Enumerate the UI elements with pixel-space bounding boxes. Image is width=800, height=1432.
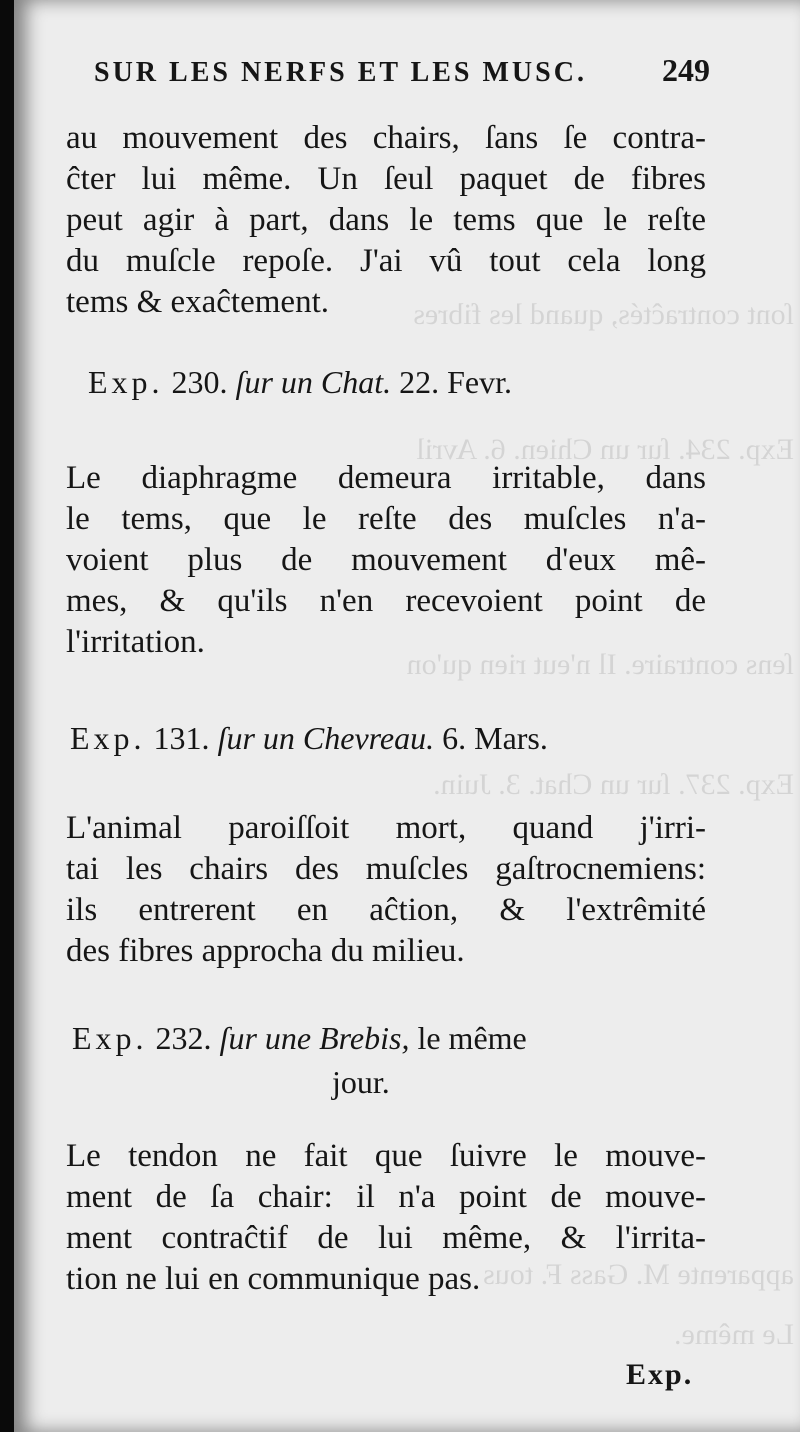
text-line: tion ne lui en communique pas. <box>66 1261 481 1297</box>
bleed-through-line: Le même. <box>674 1318 794 1351</box>
experiment-label: Exp. <box>88 364 164 400</box>
paragraph-2 <box>66 458 706 663</box>
experiment-subject: ſur un Chevreau. <box>217 720 435 756</box>
bleed-through-line: Exp. 237. ſur un Chat. 3. Juin. <box>433 768 794 801</box>
experiment-number: 230. <box>171 364 228 400</box>
bleed-through-line: ſens contraire. Il n'eut rien qu'on <box>406 648 794 681</box>
experiment-label: Exp. <box>72 1020 148 1056</box>
experiment-date: 6. Mars. <box>442 720 548 756</box>
text-line: au mouvement des chairs, ſans ſe contra- <box>66 120 706 156</box>
experiment-number: 131. <box>153 720 210 756</box>
text-line: des fibres approcha du milieu. <box>66 933 465 969</box>
text-line: l'irritation. <box>66 624 205 660</box>
text-line: le tems, que le reſte des muſcles n'a- <box>66 501 706 537</box>
bleed-through-line: apparente M. Gass F. tous <box>483 1258 794 1291</box>
text-line: ils entrerent en aĉtion, & l'extrêmité <box>66 892 706 928</box>
text-line: tems & exaĉtement. <box>66 284 329 320</box>
experiment-subject: ſur un Chat. <box>235 364 392 400</box>
experiment-heading-232 <box>72 1018 712 1058</box>
experiment-subject: ſur une Brebis, <box>219 1020 410 1056</box>
paragraph-1 <box>66 118 706 323</box>
paragraph-3 <box>66 808 706 972</box>
text-line: du muſcle repoſe. J'ai vû tout cela long <box>66 243 706 279</box>
text-line: ment de ſa chair: il n'a point de mouve- <box>66 1179 706 1215</box>
running-head <box>94 52 710 89</box>
experiment-date-continued: jour. <box>332 1064 390 1100</box>
text-line: ĉter lui même. Un ſeul paquet de fibres <box>66 161 706 197</box>
experiment-label: Exp. <box>70 720 146 756</box>
paragraph-4 <box>66 1136 706 1300</box>
text-line: ment contraĉtif de lui même, & l'irrita- <box>66 1220 706 1256</box>
text-line: L'animal paroiſſoit mort, quand j'irri- <box>66 810 706 846</box>
text-line: peut agir à part, dans le tems que le reſte <box>66 202 706 238</box>
experiment-heading-131 <box>70 718 710 758</box>
experiment-number: 232. <box>155 1020 212 1056</box>
experiment-date: le même <box>417 1020 527 1056</box>
text-line: mes, & qu'ils n'en recevoient point de <box>66 583 706 619</box>
catchword: Exp. <box>626 1358 694 1391</box>
page-number: 249 <box>662 52 710 88</box>
bleed-through-line: Exp. 234. ſur un Chien. 6. Avril <box>416 433 794 466</box>
experiment-heading-230 <box>88 362 728 402</box>
text-line: Le tendon ne fait que ſuivre le mouve- <box>66 1138 706 1174</box>
text-line: voient plus de mouvement d'eux mê- <box>66 542 706 578</box>
text-line: Le diaphragme demeura irritable, dans <box>66 460 706 496</box>
book-page <box>14 0 800 1432</box>
book-spine-shadow <box>0 0 14 1432</box>
bleed-through-line: ſont contraĉtés, quand les fibres <box>413 298 794 331</box>
experiment-date: 22. Fevr. <box>399 364 513 400</box>
text-line: tai les chairs des muſcles gaſtrocnemiens: <box>66 851 706 887</box>
running-head-title: SUR LES NERFS ET LES MUSC. <box>94 57 587 88</box>
